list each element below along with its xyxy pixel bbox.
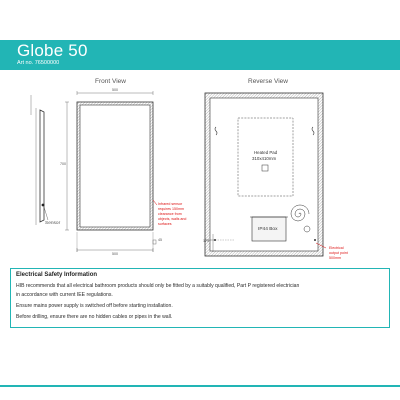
front-view-label: Front View: [95, 78, 126, 85]
sensor-dot-icon: [42, 204, 45, 207]
side-depth-dim: 45: [158, 238, 162, 242]
infrared-note-line-1: Infrared sensor: [158, 202, 183, 206]
infrared-note-arrow: [153, 200, 157, 205]
heated-pad-size: 310x410mm: [252, 156, 277, 161]
sensor-label: Sensor: [45, 221, 61, 226]
front-height-dim: 700: [60, 162, 66, 166]
footer-bar: [0, 385, 400, 387]
front-view: [65, 91, 156, 252]
infrared-note-line-3: clearance from: [158, 212, 182, 216]
electrical-safety-line-3: Ensure mains power supply is switched off before starting installation.: [16, 303, 173, 309]
ip44-box-label: IP44 Box: [258, 227, 278, 232]
article-number: Art no. 76500000: [17, 60, 60, 66]
electrical-note-line-2: output point: [329, 251, 348, 255]
electrical-safety-line-1: HIB recommends that all electrical bathroom products should only be fitted by a suitably qualified, Part P registered electrician: [16, 283, 300, 289]
infrared-note-line-5: surfaces: [158, 222, 172, 226]
front-bottom-dim: 500: [112, 252, 118, 256]
front-width-dim: 500: [112, 88, 118, 92]
electrical-safety-title: Electrical Safety Information: [16, 272, 98, 278]
electrical-safety-line-4: Before drilling, ensure there are no hidden cables or pipes in the wall.: [16, 314, 173, 320]
product-title: Globe 50: [17, 41, 88, 60]
infrared-note-line-2: requires 150mm: [158, 207, 184, 211]
electrical-safety-line-2: in accordance with current IEE regulations.: [16, 292, 113, 298]
reverse-left-dim: 175: [203, 239, 209, 243]
electrical-note-line-1: Electrical: [329, 246, 344, 250]
side-view: [31, 95, 48, 225]
infrared-note-line-4: objects, walls and: [158, 217, 187, 221]
electrical-note-line-3: 500mm: [329, 256, 341, 260]
reverse-view-label: Reverse View: [248, 78, 288, 85]
heated-pad-label: Heated Pad: [254, 150, 278, 155]
